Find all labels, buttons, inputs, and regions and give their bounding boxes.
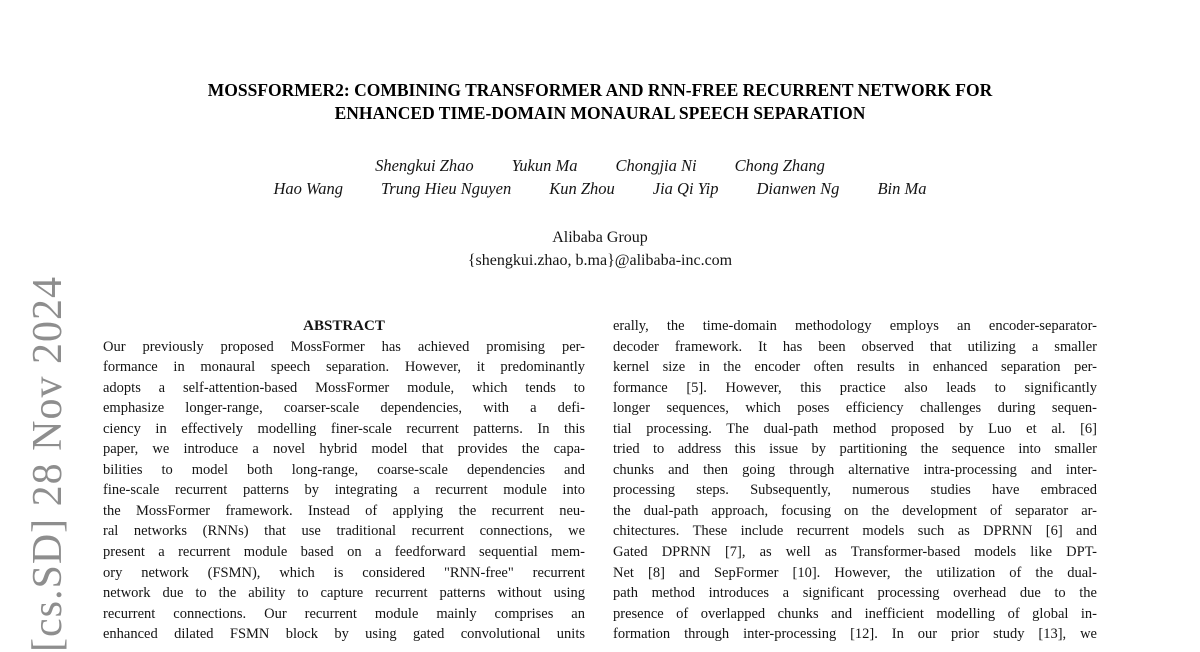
author-name: Yukun Ma xyxy=(511,156,578,175)
introduction-text-line: the dual-path approach, focusing on the development of separator ar- xyxy=(613,502,1097,519)
abstract-text-line: bilities to model both long-range, coarse-scale dependencies and xyxy=(103,461,585,478)
introduction-text-line: chitectures. These include recurrent models such as DPRNN [6] and xyxy=(613,523,1097,540)
introduction-text-line: Gated DPRNN [7], as well as Transformer-based models like DPT- xyxy=(613,544,1097,561)
author-name: Bin Ma xyxy=(877,179,927,198)
introduction-text-line: Net [8] and SepFormer [10]. However, the utilization of the dual- xyxy=(613,564,1097,581)
author-name: Chong Zhang xyxy=(734,156,825,175)
introduction-text-line: formation through inter-processing [12]. In our prior study [13], we xyxy=(613,626,1097,643)
abstract-text-line: present a recurrent module based on a feedforward sequential mem- xyxy=(103,544,585,561)
author-name: Hao Wang xyxy=(273,179,344,198)
paper-title xyxy=(0,79,1200,125)
abstract-text-line: emphasize longer-range, coarser-scale dependencies, with a defi- xyxy=(103,400,585,417)
author-name: Shengkui Zhao xyxy=(375,156,474,175)
paper-title-line2: ENHANCED TIME-DOMAIN MONAURAL SPEECH SEPARATION xyxy=(334,103,866,123)
introduction-text-line: path method introduces a significant processing overhead due to the xyxy=(613,585,1097,602)
introduction-text-line: chunks and then going through alternative intra-processing and inter- xyxy=(613,461,1097,478)
abstract-text-line: ciency in effectively modelling finer-scale recurrent patterns. In this xyxy=(103,420,585,437)
abstract-text-line: network due to the ability to capture recurrent patterns without using xyxy=(103,585,585,602)
author-row-2 xyxy=(0,177,1200,200)
introduction-text-line: processing steps. Subsequently, numerous studies have embraced xyxy=(613,482,1097,499)
introduction-text-line: erally, the time-domain methodology employs an encoder-separator- xyxy=(613,318,1097,334)
abstract-text-line: recurrent connections. Our recurrent module mainly comprises an xyxy=(103,605,585,622)
author-name: Chongjia Ni xyxy=(615,156,697,175)
introduction-text-line: tried to address this issue by partitioning the sequence into smaller xyxy=(613,441,1097,458)
abstract-text-line: formance in monaural speech separation. However, it predominantly xyxy=(103,359,585,376)
abstract-text-line: enhanced dilated FSMN block by using gated convolutional units xyxy=(103,626,585,643)
abstract-text xyxy=(103,337,585,645)
introduction-text-line: presence of overlapped chunks and inefficient modelling of global in- xyxy=(613,605,1097,622)
abstract-text-line: adopts a self-attention-based MossFormer module, which tends to xyxy=(103,379,585,396)
author-name: Jia Qi Yip xyxy=(652,179,719,198)
introduction-text-line: longer sequences, which poses efficiency challenges during sequen- xyxy=(613,400,1097,417)
affiliation-name: Alibaba Group xyxy=(552,229,648,246)
abstract-text-line: ral networks (RNNs) that use traditional recurrent connections, we xyxy=(103,523,585,540)
author-list xyxy=(0,154,1200,200)
author-name: Kun Zhou xyxy=(549,179,615,198)
paper-title-line1: MOSSFORMER2: COMBINING TRANSFORMER AND RNN-FREE RECURRENT NETWORK FOR xyxy=(207,80,993,100)
abstract-text-line: fine-scale recurrent patterns by integrating a recurrent module into xyxy=(103,482,585,499)
introduction-text-line: tial processing. The dual-path method proposed by Luo et al. [6] xyxy=(613,420,1097,437)
introduction-text-line: kernel size in the encoder often results in enhanced separation per- xyxy=(613,359,1097,376)
right-column-introduction xyxy=(613,316,1097,645)
affiliation-block xyxy=(0,226,1200,272)
contact-email: {shengkui.zhao, b.ma}@alibaba-inc.com xyxy=(467,252,733,269)
abstract-heading: ABSTRACT xyxy=(303,318,385,334)
author-name: Dianwen Ng xyxy=(756,179,840,198)
abstract-text-line: paper, we introduce a novel hybrid model that provides the capa- xyxy=(103,441,585,458)
introduction-text xyxy=(613,316,1097,645)
author-row-1 xyxy=(0,154,1200,177)
abstract-text-line: Our previously proposed MossFormer has achieved promising per- xyxy=(103,338,585,355)
introduction-text-line: decoder framework. It has been observed that utilizing a smaller xyxy=(613,338,1097,355)
arxiv-sidebar-note: [cs.SD] 28 Nov 2024 xyxy=(25,276,71,652)
author-name: Trung Hieu Nguyen xyxy=(381,179,512,198)
abstract-text-line: ory network (FSMN), which is considered "RNN-free" recurrent xyxy=(103,564,585,581)
abstract-text-line: the MossFormer framework. Instead of applying the recurrent neu- xyxy=(103,502,585,519)
introduction-text-line: formance [5]. However, this practice also leads to significantly xyxy=(613,379,1097,396)
left-column-abstract xyxy=(103,316,585,645)
